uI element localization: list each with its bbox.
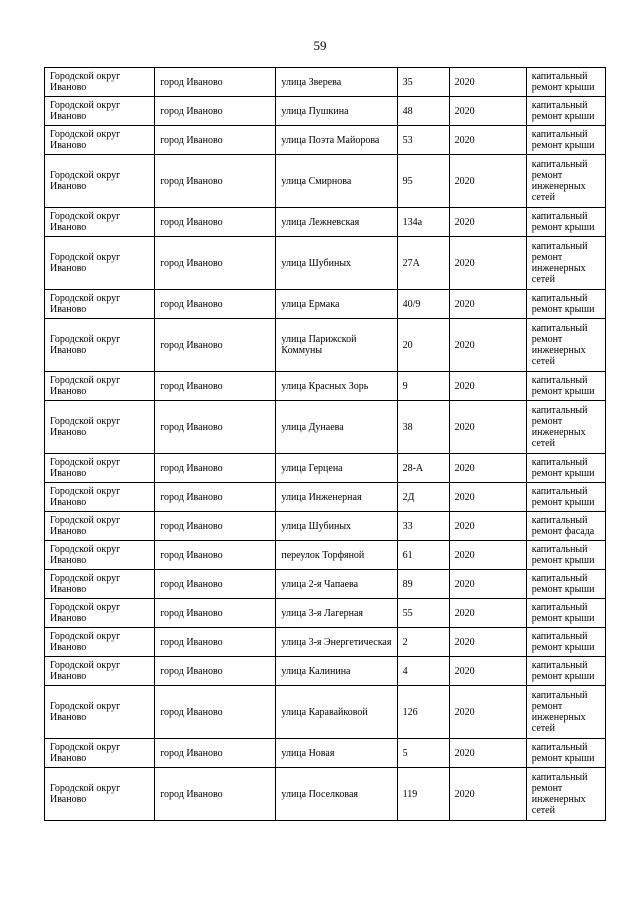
cell-year: 2020	[449, 290, 526, 319]
cell-street: улица Пушкина	[276, 97, 397, 126]
cell-work-type: капитальный ремонт крыши	[526, 290, 605, 319]
cell-city: город Иваново	[155, 686, 276, 739]
cell-street: улица Дунаева	[276, 401, 397, 454]
cell-city: город Иваново	[155, 599, 276, 628]
cell-district: Городской округ Иваново	[45, 454, 155, 483]
cell-year: 2020	[449, 126, 526, 155]
cell-year: 2020	[449, 319, 526, 372]
cell-work-type: капитальный ремонт крыши	[526, 372, 605, 401]
cell-work-type: капитальный ремонт крыши	[526, 68, 605, 97]
cell-district: Городской округ Иваново	[45, 541, 155, 570]
cell-year: 2020	[449, 454, 526, 483]
cell-work-type: капитальный ремонт инженерных сетей	[526, 155, 605, 208]
cell-year: 2020	[449, 372, 526, 401]
table-row	[45, 68, 606, 97]
cell-work-type: капитальный ремонт крыши	[526, 599, 605, 628]
cell-house-number: 35	[397, 68, 449, 97]
page-number: 59	[313, 38, 327, 53]
cell-city: город Иваново	[155, 290, 276, 319]
cell-street: улица Калинина	[276, 657, 397, 686]
cell-street: улица 3-я Лагерная	[276, 599, 397, 628]
cell-house-number: 28-А	[397, 454, 449, 483]
cell-street: переулок Торфяной	[276, 541, 397, 570]
table-row	[45, 628, 606, 657]
cell-year: 2020	[449, 68, 526, 97]
cell-work-type: капитальный ремонт крыши	[526, 739, 605, 768]
cell-street: улица Ермака	[276, 290, 397, 319]
cell-city: город Иваново	[155, 570, 276, 599]
table-row	[45, 599, 606, 628]
cell-street: улица Каравайковой	[276, 686, 397, 739]
cell-street: улица Шубиных	[276, 237, 397, 290]
cell-work-type: капитальный ремонт крыши	[526, 541, 605, 570]
cell-year: 2020	[449, 208, 526, 237]
cell-work-type: капитальный ремонт инженерных сетей	[526, 686, 605, 739]
cell-work-type: капитальный ремонт инженерных сетей	[526, 237, 605, 290]
cell-district: Городской округ Иваново	[45, 657, 155, 686]
cell-city: город Иваново	[155, 512, 276, 541]
cell-work-type: капитальный ремонт инженерных сетей	[526, 768, 605, 821]
cell-city: город Иваново	[155, 319, 276, 372]
cell-work-type: капитальный ремонт крыши	[526, 454, 605, 483]
cell-house-number: 40/9	[397, 290, 449, 319]
table-row	[45, 541, 606, 570]
table-row	[45, 768, 606, 821]
table-row	[45, 126, 606, 155]
cell-year: 2020	[449, 657, 526, 686]
cell-work-type: капитальный ремонт крыши	[526, 628, 605, 657]
cell-year: 2020	[449, 155, 526, 208]
cell-street: улица Зверева	[276, 68, 397, 97]
cell-work-type: капитальный ремонт инженерных сетей	[526, 401, 605, 454]
table-row	[45, 483, 606, 512]
cell-street: улица Шубиных	[276, 512, 397, 541]
cell-house-number: 61	[397, 541, 449, 570]
cell-district: Городской округ Иваново	[45, 483, 155, 512]
table-row	[45, 208, 606, 237]
cell-street: улица Лежневская	[276, 208, 397, 237]
cell-district: Городской округ Иваново	[45, 401, 155, 454]
cell-city: город Иваново	[155, 401, 276, 454]
cell-year: 2020	[449, 739, 526, 768]
cell-district: Городской округ Иваново	[45, 686, 155, 739]
cell-city: город Иваново	[155, 541, 276, 570]
cell-district: Городской округ Иваново	[45, 628, 155, 657]
cell-house-number: 33	[397, 512, 449, 541]
cell-house-number: 20	[397, 319, 449, 372]
table-row	[45, 319, 606, 372]
cell-work-type: капитальный ремонт крыши	[526, 97, 605, 126]
cell-year: 2020	[449, 401, 526, 454]
cell-city: город Иваново	[155, 97, 276, 126]
cell-district: Городской округ Иваново	[45, 208, 155, 237]
cell-year: 2020	[449, 628, 526, 657]
cell-house-number: 27А	[397, 237, 449, 290]
cell-city: город Иваново	[155, 768, 276, 821]
cell-work-type: капитальный ремонт инженерных сетей	[526, 319, 605, 372]
cell-house-number: 2	[397, 628, 449, 657]
cell-city: город Иваново	[155, 483, 276, 512]
cell-house-number: 89	[397, 570, 449, 599]
table-row	[45, 290, 606, 319]
cell-house-number: 48	[397, 97, 449, 126]
cell-year: 2020	[449, 512, 526, 541]
cell-district: Городской округ Иваново	[45, 512, 155, 541]
cell-work-type: капитальный ремонт фасада	[526, 512, 605, 541]
cell-city: город Иваново	[155, 454, 276, 483]
cell-district: Городской округ Иваново	[45, 372, 155, 401]
cell-house-number: 55	[397, 599, 449, 628]
cell-work-type: капитальный ремонт крыши	[526, 126, 605, 155]
cell-year: 2020	[449, 599, 526, 628]
cell-street: улица Смирнова	[276, 155, 397, 208]
cell-year: 2020	[449, 483, 526, 512]
cell-house-number: 2Д	[397, 483, 449, 512]
cell-year: 2020	[449, 570, 526, 599]
cell-district: Городской округ Иваново	[45, 97, 155, 126]
cell-city: город Иваново	[155, 657, 276, 686]
cell-house-number: 53	[397, 126, 449, 155]
cell-street: улица Поселковая	[276, 768, 397, 821]
table-row	[45, 570, 606, 599]
cell-work-type: капитальный ремонт крыши	[526, 483, 605, 512]
cell-city: город Иваново	[155, 155, 276, 208]
cell-year: 2020	[449, 97, 526, 126]
cell-street: улица Инженерная	[276, 483, 397, 512]
cell-city: город Иваново	[155, 372, 276, 401]
cell-city: город Иваново	[155, 628, 276, 657]
cell-work-type: капитальный ремонт крыши	[526, 657, 605, 686]
cell-district: Городской округ Иваново	[45, 290, 155, 319]
cell-district: Городской округ Иваново	[45, 319, 155, 372]
table-row	[45, 686, 606, 739]
cell-district: Городской округ Иваново	[45, 155, 155, 208]
table-row	[45, 512, 606, 541]
cell-house-number: 119	[397, 768, 449, 821]
cell-house-number: 9	[397, 372, 449, 401]
cell-city: город Иваново	[155, 68, 276, 97]
cell-work-type: капитальный ремонт крыши	[526, 570, 605, 599]
table-row	[45, 155, 606, 208]
cell-district: Городской округ Иваново	[45, 126, 155, 155]
cell-year: 2020	[449, 686, 526, 739]
cell-year: 2020	[449, 237, 526, 290]
table-row	[45, 454, 606, 483]
cell-city: город Иваново	[155, 126, 276, 155]
cell-district: Городской округ Иваново	[45, 768, 155, 821]
cell-district: Городской округ Иваново	[45, 570, 155, 599]
cell-street: улица Новая	[276, 739, 397, 768]
cell-street: улица Поэта Майорова	[276, 126, 397, 155]
table-row	[45, 372, 606, 401]
cell-district: Городской округ Иваново	[45, 237, 155, 290]
cell-work-type: капитальный ремонт крыши	[526, 208, 605, 237]
cell-street: улица 2-я Чапаева	[276, 570, 397, 599]
cell-house-number: 4	[397, 657, 449, 686]
repair-registry-table	[44, 67, 606, 821]
table-body	[45, 68, 606, 821]
cell-city: город Иваново	[155, 208, 276, 237]
cell-year: 2020	[449, 541, 526, 570]
cell-house-number: 95	[397, 155, 449, 208]
table-row	[45, 237, 606, 290]
cell-city: город Иваново	[155, 237, 276, 290]
table-row	[45, 739, 606, 768]
cell-district: Городской округ Иваново	[45, 739, 155, 768]
cell-street: улица Парижской Коммуны	[276, 319, 397, 372]
cell-year: 2020	[449, 768, 526, 821]
cell-district: Городской округ Иваново	[45, 599, 155, 628]
table-row	[45, 401, 606, 454]
cell-house-number: 126	[397, 686, 449, 739]
table-row	[45, 657, 606, 686]
cell-house-number: 5	[397, 739, 449, 768]
table-row	[45, 97, 606, 126]
cell-street: улица Герцена	[276, 454, 397, 483]
cell-house-number: 134а	[397, 208, 449, 237]
cell-street: улица Красных Зорь	[276, 372, 397, 401]
cell-city: город Иваново	[155, 739, 276, 768]
cell-house-number: 38	[397, 401, 449, 454]
cell-street: улица 3-я Энергетическая	[276, 628, 397, 657]
cell-district: Городской округ Иваново	[45, 68, 155, 97]
